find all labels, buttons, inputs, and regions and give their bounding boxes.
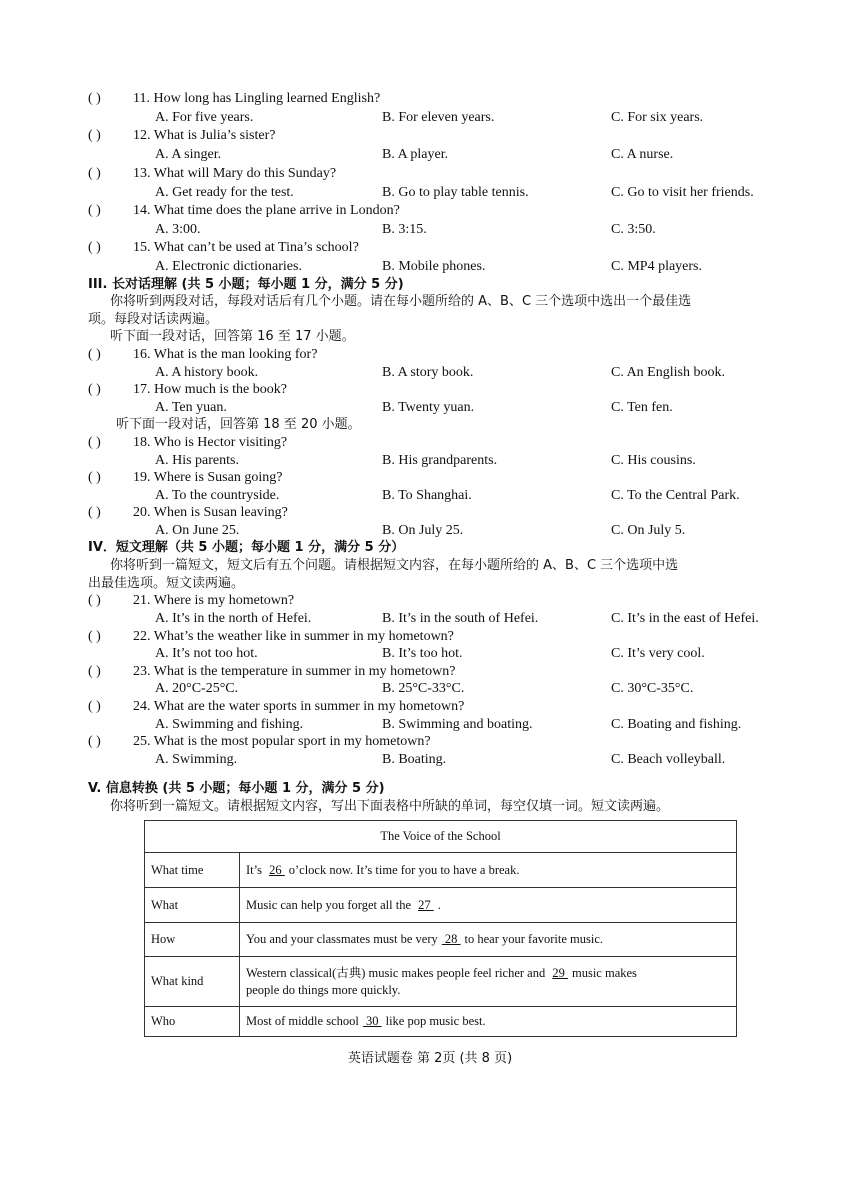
option-a[interactable]: A. His parents. [155, 453, 239, 468]
answer-bracket[interactable]: ( ) [88, 240, 101, 255]
question-text: 12. What is Julia’s sister? [133, 128, 276, 143]
answer-bracket[interactable]: ( ) [88, 347, 101, 362]
option-c[interactable]: C. A nurse. [611, 147, 674, 162]
question-text: 18. Who is Hector visiting? [133, 435, 288, 450]
option-b[interactable]: B. A story book. [382, 365, 474, 380]
row-content [240, 923, 737, 957]
option-a[interactable]: A. It’s not too hot. [155, 646, 258, 661]
option-a[interactable]: A. 3:00. [155, 222, 201, 237]
text-after-blank: . [437, 897, 441, 912]
answer-bracket[interactable]: ( ) [88, 91, 101, 106]
section-3-subinstruction-2: 听下面一段对话，回答第 18 至 20 小题。 [116, 417, 361, 432]
answer-bracket[interactable]: ( ) [88, 664, 101, 679]
row-label: Who [145, 1007, 240, 1037]
section-5-heading: V. 信息转换 (共 5 小题；每小题 1 分，满分 5 分) [88, 781, 385, 796]
row-content [240, 888, 737, 923]
text-after-blank: o’clock now. It’s time for you to have a break. [288, 862, 520, 877]
question-text: 13. What will Mary do this Sunday? [133, 166, 337, 181]
question-text: 16. What is the man looking for? [133, 347, 318, 362]
option-c[interactable]: C. Ten fen. [611, 400, 673, 415]
row-label: What [145, 888, 240, 923]
text-before-blank: Western classical(古典) music makes people feel richer and [246, 965, 549, 980]
option-a[interactable]: A. To the countryside. [155, 488, 280, 503]
option-b[interactable]: B. To Shanghai. [382, 488, 472, 503]
option-c[interactable]: C. It’s in the east of Hefei. [611, 611, 759, 626]
option-c[interactable]: C. 30°C-35°C. [611, 681, 694, 696]
section-4-instructions-cont: 出最佳选项。短文读两遍。 [88, 576, 245, 591]
answer-bracket[interactable]: ( ) [88, 382, 101, 397]
section-4-instructions: 你将听到一篇短文，短文后有五个问题。请根据短文内容，在每小题所给的 A、B、C 三个选项中选 [110, 558, 679, 573]
option-b[interactable]: B. Mobile phones. [382, 259, 486, 274]
question-text: 20. When is Susan leaving? [133, 505, 288, 520]
question-text: 24. What are the water sports in summer in my hometown? [133, 699, 465, 714]
answer-bracket[interactable]: ( ) [88, 734, 101, 749]
option-b[interactable]: B. On July 25. [382, 523, 464, 538]
question-text: 19. Where is Susan going? [133, 470, 283, 485]
question-text: 11. How long has Lingling learned English? [133, 91, 381, 106]
option-b[interactable]: B. 25°C-33°C. [382, 681, 465, 696]
section-3-subinstruction-1: 听下面一段对话，回答第 16 至 17 小题。 [110, 329, 355, 344]
row-content [240, 957, 737, 1007]
option-a[interactable]: A. 20°C-25°C. [155, 681, 239, 696]
page-footer: 英语试题卷 第 2页 (共 8 页) [347, 1051, 513, 1066]
option-a[interactable]: A. Swimming. [155, 752, 238, 767]
table-row [145, 923, 737, 957]
option-b[interactable]: B. Swimming and boating. [382, 717, 533, 732]
answer-bracket[interactable]: ( ) [88, 203, 101, 218]
option-c[interactable]: C. For six years. [611, 110, 704, 125]
answer-bracket[interactable]: ( ) [88, 166, 101, 181]
option-a[interactable]: A. Ten yuan. [155, 400, 227, 415]
option-c[interactable]: C. 3:50. [611, 222, 656, 237]
option-b[interactable]: B. His grandparents. [382, 453, 498, 468]
section-5-instructions: 你将听到一篇短文。请根据短文内容，写出下面表格中所缺的单词，每空仅填一词。短文读两遍。 [110, 799, 670, 814]
table-title: The Voice of the School [145, 821, 737, 853]
text-after-blank: music makes [571, 965, 637, 980]
option-c[interactable]: C. It’s very cool. [611, 646, 705, 661]
section-3-heading: III. 长对话理解 (共 5 小题；每小题 1 分，满分 5 分) [88, 277, 404, 292]
answer-blank-30[interactable]: 30 [362, 1014, 382, 1028]
option-b[interactable]: B. Go to play table tennis. [382, 185, 529, 200]
text-before-blank: Music can help you forget all the [246, 897, 415, 912]
question-text: 15. What can’t be used at Tina’s school? [133, 240, 359, 255]
option-a[interactable]: A. For five years. [155, 110, 254, 125]
option-c[interactable]: C. On July 5. [611, 523, 686, 538]
row-content [240, 853, 737, 888]
question-text: 14. What time does the plane arrive in London? [133, 203, 400, 218]
question-text: 23. What is the temperature in summer in my hometown? [133, 664, 456, 679]
section-3-instructions: 你将听到两段对话，每段对话后有几个小题。请在每小题所给的 A、B、C 三个选项中选出一个最佳选 [110, 294, 692, 309]
answer-bracket[interactable]: ( ) [88, 593, 101, 608]
option-a[interactable]: A. A singer. [155, 147, 222, 162]
text-continuation: people do things more quickly. [246, 982, 401, 997]
question-text: 25. What is the most popular sport in my hometown? [133, 734, 431, 749]
option-b[interactable]: B. Twenty yuan. [382, 400, 475, 415]
option-a[interactable]: A. A history book. [155, 365, 259, 380]
section-3-instructions-cont: 项。每段对话读两遍。 [88, 312, 219, 327]
answer-blank-26[interactable]: 26 [269, 862, 285, 877]
question-text: 22. What’s the weather like in summer in my hometown? [133, 629, 454, 644]
option-a[interactable]: A. Get ready for the test. [155, 185, 294, 200]
text-before-blank: Most of middle school [246, 1014, 359, 1028]
answer-bracket[interactable]: ( ) [88, 505, 101, 520]
text-before-blank: It’s [246, 862, 266, 877]
option-b[interactable]: B. It’s too hot. [382, 646, 463, 661]
answer-bracket[interactable]: ( ) [88, 470, 101, 485]
row-label: What kind [145, 957, 240, 1007]
option-c[interactable]: C. An English book. [611, 365, 725, 380]
question-text: 21. Where is my hometown? [133, 593, 295, 608]
option-a[interactable]: A. Electronic dictionaries. [155, 259, 302, 274]
option-c[interactable]: C. To the Central Park. [611, 488, 740, 503]
option-b[interactable]: B. A player. [382, 147, 449, 162]
row-label: How [145, 923, 240, 957]
answer-bracket[interactable]: ( ) [88, 435, 101, 450]
table-row [145, 853, 737, 888]
row-label: What time [145, 853, 240, 888]
option-a[interactable]: A. Swimming and fishing. [155, 717, 304, 732]
option-b[interactable]: B. 3:15. [382, 222, 427, 237]
answer-blank-28[interactable]: 28 [441, 932, 461, 946]
option-a[interactable]: A. It’s in the north of Hefei. [155, 611, 312, 626]
option-c[interactable]: C. His cousins. [611, 453, 696, 468]
info-table [144, 820, 737, 1037]
option-c[interactable]: C. Go to visit her friends. [611, 185, 754, 200]
row-content [240, 1007, 737, 1037]
table-row [145, 957, 737, 1007]
option-a[interactable]: A. On June 25. [155, 523, 240, 538]
section-4-heading: IV．短文理解（共 5 小题；每小题 1 分，满分 5 分） [88, 540, 405, 555]
table-row [145, 888, 737, 923]
text-after-blank: to hear your favorite music. [464, 932, 604, 946]
option-b[interactable]: B. It’s in the south of Hefei. [382, 611, 539, 626]
table-row [145, 1007, 737, 1037]
option-c[interactable]: C. Beach volleyball. [611, 752, 726, 767]
option-b[interactable]: B. For eleven years. [382, 110, 495, 125]
option-c[interactable]: C. Boating and fishing. [611, 717, 742, 732]
answer-bracket[interactable]: ( ) [88, 629, 101, 644]
text-after-blank: like pop music best. [385, 1014, 486, 1028]
question-text: 17. How much is the book? [133, 382, 287, 397]
answer-blank-27[interactable]: 27 [418, 897, 434, 912]
text-before-blank: You and your classmates must be very [246, 932, 438, 946]
answer-bracket[interactable]: ( ) [88, 128, 101, 143]
table-title-row [145, 821, 737, 853]
option-b[interactable]: B. Boating. [382, 752, 447, 767]
answer-bracket[interactable]: ( ) [88, 699, 101, 714]
answer-blank-29[interactable]: 29 [552, 965, 568, 980]
option-c[interactable]: C. MP4 players. [611, 259, 702, 274]
